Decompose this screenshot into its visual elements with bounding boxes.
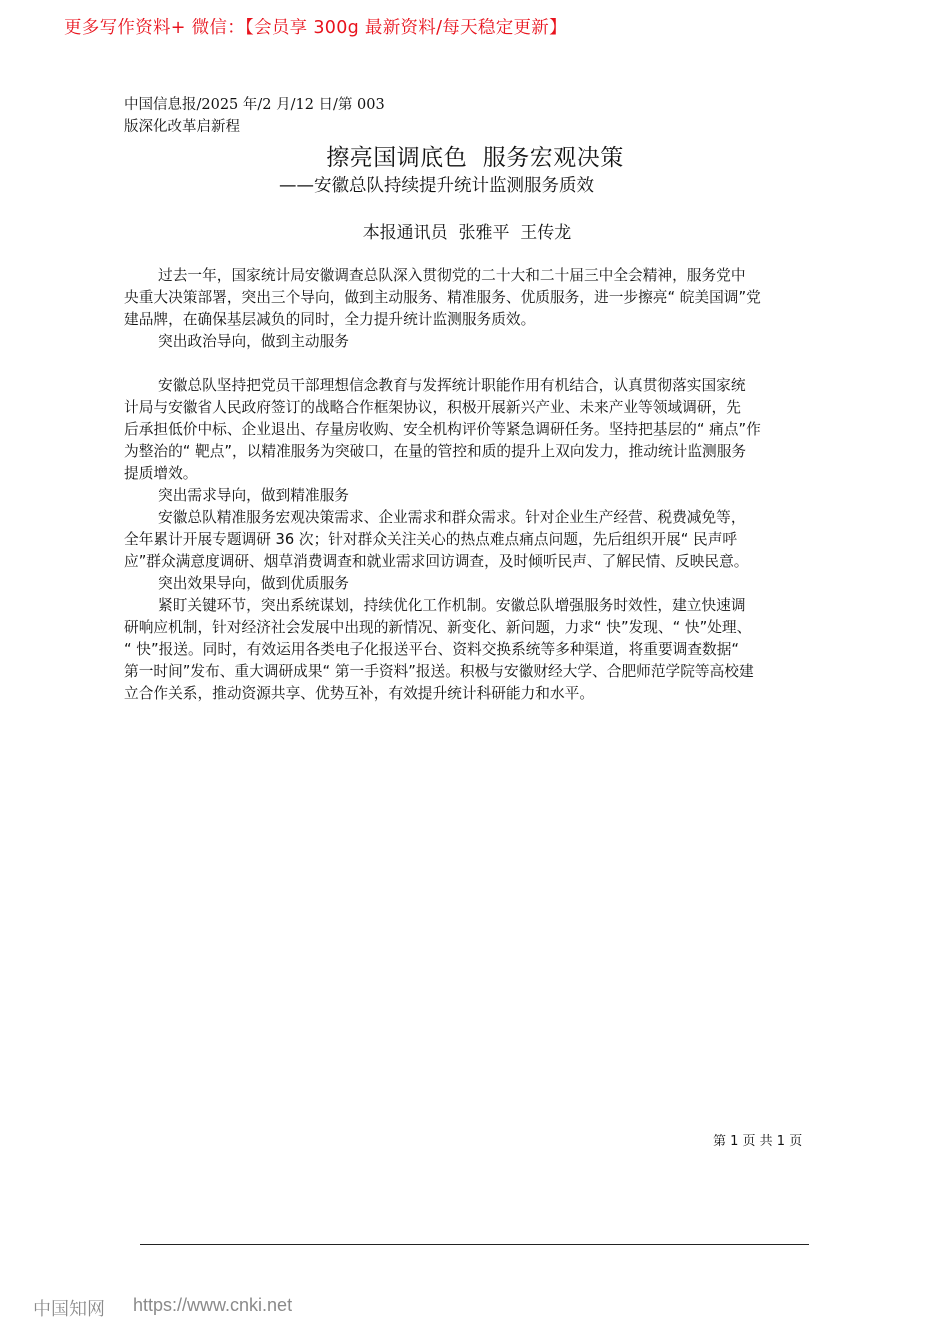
article-byline: 本报通讯员 张雅平 王传龙 [362, 223, 572, 243]
source-line-2: 版深化改革启新程 [124, 119, 240, 135]
body-line: 过去一年，国家统计局安徽调查总队深入贯彻党的二十大和二十届三中全会精神，服务党中 [158, 267, 746, 284]
body-line: 紧盯关键环节，突出系统谋划，持续优化工作机制。安徽总队增强服务时效性，建立快速调 [158, 597, 746, 614]
body-line: 建品牌，在确保基层减负的同时，全力提升统计监测服务质效。 [124, 311, 536, 328]
article-subtitle: ——安徽总队持续提升统计监测服务质效 [279, 176, 594, 196]
body-line: 计局与安徽省人民政府签订的战略合作框架协议，积极开展新兴产业、未来产业等领域调研，先 [124, 399, 741, 416]
body-line: 安徽总队精准服务宏观决策需求、企业需求和群众需求。针对企业生产经营、税费减免等， [158, 509, 746, 526]
promo-banner: 更多写作资料+ 微信：【会员享 300g 最新资料/每天稳定更新】 [64, 18, 567, 38]
cnki-url[interactable]: https://www.cnki.net [133, 1295, 293, 1315]
body-line: 安徽总队坚持把党员干部理想信念教育与发挥统计职能作用有机结合，认真贯彻落实国家统 [158, 377, 746, 394]
page-indicator: 第 1 页 共 1 页 [713, 1134, 803, 1149]
body-line: 立合作关系，推动资源共享、优势互补，有效提升统计科研能力和水平。 [124, 685, 595, 702]
body-line: 央重大决策部署，突出三个导向，做到主动服务、精准服务、优质服务，进一步擦亮“ 皖美国调”党 [124, 289, 761, 306]
body-line: 第一时间”发布、重大调研成果“ 第一手资料”报送。积极与安徽财经大学、合肥师范学院等高校建 [124, 663, 754, 680]
cnki-logo: 中国知网 [33, 1299, 105, 1320]
article-title: 擦亮国调底色 服务宏观决策 [326, 145, 624, 171]
body-line: 应”群众满意度调研、烟草消费调查和就业需求回访调查，及时倾听民声、了解民情、反映民意。 [124, 553, 749, 570]
source-line-1: 中国信息报/2025 年/2 月/12 日/第 003 [124, 97, 385, 113]
body-line: 全年累计开展专题调研 36 次；针对群众关注关心的热点难点痛点问题，先后组织开展“ 民声呼 [124, 531, 738, 548]
source-citation [124, 94, 385, 138]
body-line: 提质增效。 [124, 465, 198, 482]
body-line: 为整治的“ 靶点”，以精准服务为突破口，在量的管控和质的提升上双向发力，推动统计监测服务 [124, 443, 747, 460]
section-heading: 突出政治导向，做到主动服务 [158, 333, 349, 350]
body-line: “ 快”报送。同时，有效运用各类电子化报送平台、资料交换系统等多种渠道，将重要调查数据“ [124, 641, 739, 658]
body-line: 研响应机制，针对经济社会发展中出现的新情况、新变化、新问题，力求“ 快”发现、“ 快”处理、 [124, 619, 752, 636]
body-line: 后承担低价中标、企业退出、存量房收购、安全机构评价等紧急调研任务。坚持把基层的“ 痛点”作 [124, 421, 761, 438]
footer-divider [140, 1244, 809, 1245]
section-heading: 突出效果导向，做到优质服务 [158, 575, 349, 592]
section-heading: 突出需求导向，做到精准服务 [158, 487, 349, 504]
